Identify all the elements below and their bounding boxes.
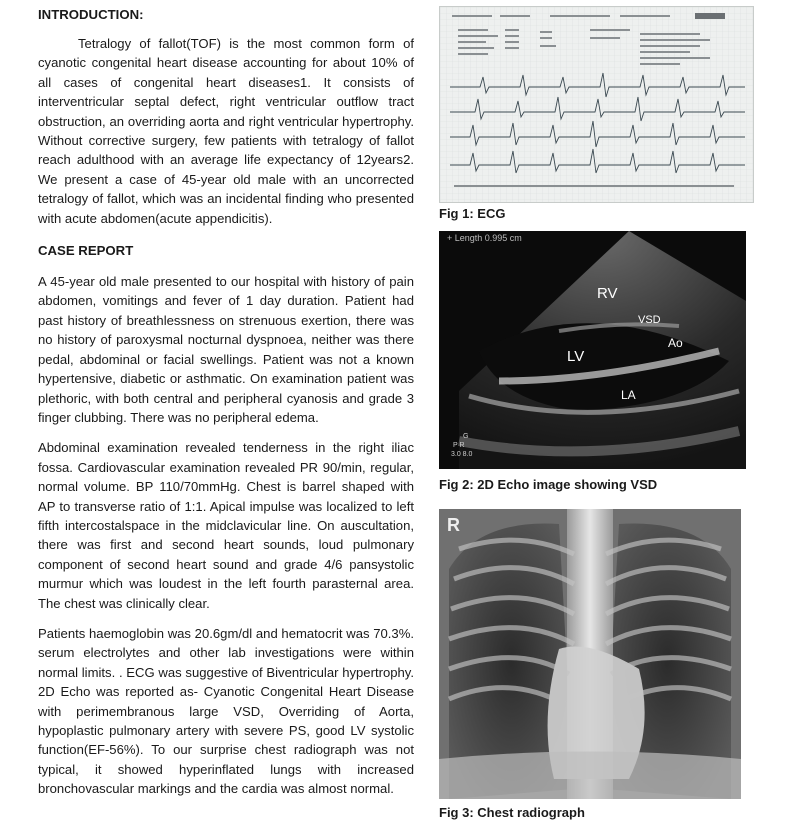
fig2-caption: Fig 2: 2D Echo image showing VSD [439,477,658,492]
echo-label-la: LA [621,388,636,402]
introduction-paragraph: Tetralogy of fallot(TOF) is the most common form of cyanotic congenital heart disease accounting for about 10% of all cases of congenital heart diseases1. It consists of interventricular septal defect, right ventricular outflow tract obstruction, an overriding aorta and right ventricular hypertrophy. Without corrective surgery, few patients with tetralogy of fallot reach adulthood with an average life expectancy of 12years2. We present a case of 45-year old male with an uncorrected tetralogy of fallot, which was an incidental finding who presented with acute abdomen(acute appendicitis). [38,36,414,226]
ecg-figure [439,6,754,203]
ecg-trace-image [440,7,753,202]
chest-xray-image [439,509,741,799]
case-report-heading: CASE REPORT [38,243,134,259]
introduction-heading: INTRODUCTION: [38,7,144,22]
echo-corner-pr: P R [453,442,465,449]
echo-label-lv: LV [567,348,585,365]
echo-figure [439,231,746,469]
chest-xray-figure [439,509,741,799]
echo-label-rv: RV [597,285,618,302]
echo-label-ao: Ao [668,336,683,350]
fig3-caption: Fig 3: Chest radiograph [439,805,585,820]
echo-corner-g: G [463,433,469,440]
article-text-column [38,6,414,799]
fig1-caption: Fig 1: ECG [439,206,506,221]
echo-label-vsd: VSD [638,314,661,326]
xray-side-marker: R [447,515,460,535]
case-report-paragraph-1: A 45-year old male presented to our hospital with history of pain abdomen, vomitings and fever of 1 day duration. Patient had past history of breathlessness on strenuous exertion, there was no history of paroxysmal nocturnal dyspnoea, neither was there pedal, abdominal or facial swellings. Patient was not a known hypertensive, diabetic or asthmatic. On examination patient was plethoric, with both central and peripheral cyanosis and grade 3 finger clubbing. There was no peripheral edema. [38,274,414,425]
echo-ultrasound-image [439,231,746,469]
echo-corner-values: 3.0 8.0 [451,451,473,458]
case-report-paragraph-3: Patients haemoglobin was 20.6gm/dl and hematocrit was 70.3%. serum electrolytes and other lab investigations were within normal limits. . ECG was suggestive of Biventricular hypertrophy. 2D Echo was reported as- Cyanotic Congenital Heart Disease with perimembranous large VSD, Overriding of Aorta, hypoplastic pulmonary artery with severe PS, good LV systolic function(EF-56%). To our surprise chest radiograph was not typical, it showed hyperinflated lungs with increased bronchovascular markings and the cardia was almost normal. [38,625,414,797]
case-report-paragraph-2: Abdominal examination revealed tenderness in the right iliac fossa. Cardiovascular examination revealed PR 90/min, regular, normal volume. BP 110/70mmHg. Chest is barrel shaped with AP to transverse ratio of 1:1. Apical impulse was localized to left fifth intercostalspace in the midclavicular line. On auscultation, there was first and second heart sounds, loud pulmonary component of second heart sound and grade 4/6 pansystolic murmur which was loudest in the left fourth parasternal area. The chest was clinically clear. [38,440,414,611]
echo-length-readout: + Length 0.995 cm [447,233,522,243]
